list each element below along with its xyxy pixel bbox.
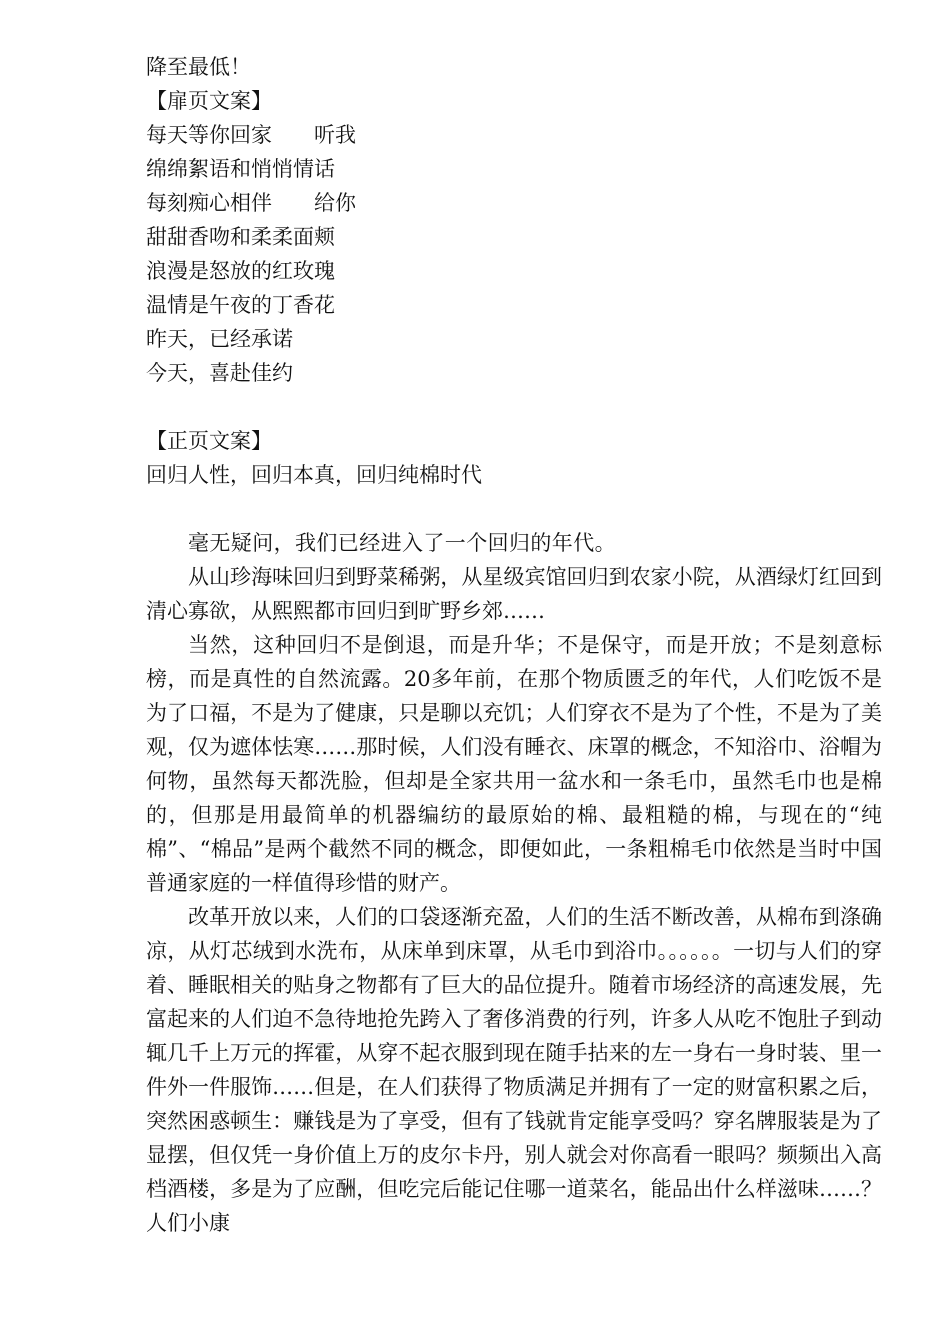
blank-line (146, 492, 882, 526)
poem-line: 每刻痴心相伴 给你 (146, 191, 356, 215)
body-paragraph: 当然，这种回归不是倒退，而是升华；不是保守，而是开放；不是刻意标榜，而是真性的自然流露。20多年前，在那个物质匮乏的年代，人们吃饭不是为了口福，不是为了健康，只是聊以充饥；人们穿衣不是为了个性，不是为了美观，仅为遮体怯寒……那时候，人们没有睡衣、床罩的概念，不知浴巾、浴帽为何物，虽然每天都洗脸，但却是全家共用一盆水和一条毛巾，虽然毛巾也是棉的，但那是用最简单的机器编纺的最原始的棉、最粗糙的棉，与现在的“纯棉”、“棉品”是两个截然不同的概念，即便如此，一条粗棉毛巾依然是当时中国普通家庭的一样值得珍惜的财产。 (146, 633, 882, 895)
text-line: 降至最低！ (146, 55, 251, 79)
document-page (146, 50, 882, 1240)
poem-line: 今天，喜赴佳约 (146, 361, 293, 385)
poem-line: 浪漫是怒放的红玫瑰 (146, 259, 335, 283)
poem-line: 绵绵絮语和悄悄情话 (146, 157, 335, 181)
poem-line: 温情是午夜的丁香花 (146, 293, 335, 317)
main-heading: 【正页文案】 (146, 429, 272, 453)
body-paragraph: 从山珍海味回归到野菜稀粥，从星级宾馆回归到农家小院，从酒绿灯红回到清心寡欲，从熙熙都市回归到旷野乡郊…… (146, 565, 882, 623)
body-paragraph: 毫无疑问，我们已经进入了一个回归的年代。 (188, 531, 616, 555)
body-paragraph: 改革开放以来，人们的口袋逐渐充盈，人们的生活不断改善，从棉布到涤确凉，从灯芯绒到水洗布，从床单到床罩，从毛巾到浴巾。。。。。。一切与人们的穿着、睡眠相关的贴身之物都有了巨大的品位提升。随着市场经济的高速发展，先富起来的人们迫不急待地抢先跨入了奢侈消费的行列，许多人从吃不饱肚子到动辄几千上万元的挥霍，从穿不起衣服到现在随手拈来的左一身右一身时装、里一件外一件服饰……但是，在人们获得了物质满足并拥有了一定的财富积累之后，突然困惑顿生：赚钱是为了享受，但有了钱就肯定能享受吗？穿名牌服装是为了显摆，但仅凭一身价值上万的皮尔卡丹，别人就会对你高看一眼吗？频频出入高档酒楼，多是为了应酬，但吃完后能记住哪一道菜名，能品出什么样滋味……？人们小康 (146, 905, 882, 1235)
flyleaf-heading: 【扉页文案】 (146, 89, 272, 113)
poem-line: 每天等你回家 听我 (146, 123, 356, 147)
blank-line (146, 390, 882, 424)
poem-line: 甜甜香吻和柔柔面颊 (146, 225, 335, 249)
poem-line: 昨天，已经承诺 (146, 327, 293, 351)
subtitle: 回归人性，回归本真，回归纯棉时代 (146, 463, 482, 487)
